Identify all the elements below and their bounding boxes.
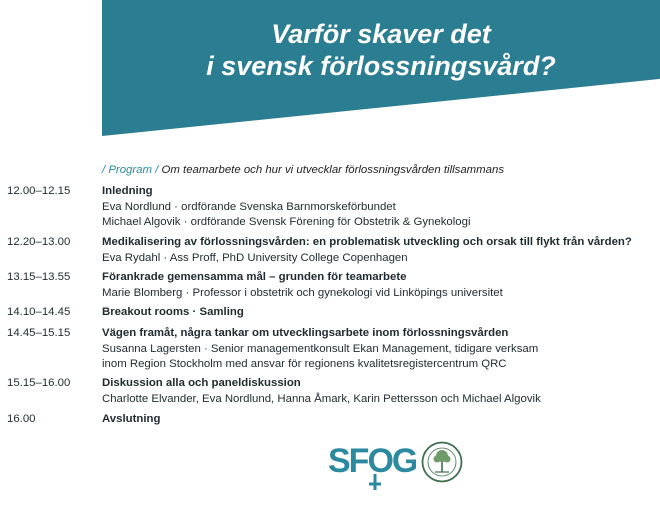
page-title [102, 18, 660, 82]
agenda-title: Avslutning [102, 413, 161, 425]
agenda-time: 12.20–13.00 [7, 236, 71, 248]
program-description: Om teamarbete och hur vi utvecklar förlossningsvården tillsammans [161, 164, 505, 176]
agenda-title: Förankrade gemensamma mål – grunden för teamarbete [102, 271, 407, 283]
agenda-title: Inledning [102, 185, 153, 197]
agenda-time: 14.10–14.45 [7, 306, 71, 318]
agenda-title: Diskussion alla och paneldiskussion [102, 377, 301, 389]
sfog-logo [326, 440, 416, 495]
agenda-title: Breakout rooms · Samling [102, 306, 244, 318]
agenda-speaker: Michael Algovik · ordförande Svensk Förening för Obstetrik & Gynekologi [102, 216, 471, 228]
title-line-2: i svensk förlossningsvård? [206, 51, 556, 81]
agenda-title: Medikalisering av förlossningsvården: en problematisk utveckling och orsak till flykt från vården? [102, 236, 632, 248]
agenda-time: 13.15–13.55 [7, 271, 71, 283]
program-label: / Program / [102, 164, 159, 176]
agenda-speaker: Susanna Lagersten · Senior managementkonsult Ekan Management, tidigare verksam [102, 342, 539, 355]
agenda-time: 14.45–15.15 [7, 327, 71, 339]
title-line-1: Varför skaver det [271, 19, 491, 49]
society-seal-icon [421, 441, 463, 483]
agenda-speaker: Eva Nordlund · ordförande Svenska Barnmorskeförbundet [102, 200, 396, 213]
sfog-logo-text: SFOG [328, 442, 416, 480]
program-subtitle [102, 164, 504, 176]
agenda-speaker: inom Region Stockholm med ansvar för regionens kvalitetsregistercentrum QRC [102, 358, 507, 370]
agenda-time: 15.15–16.00 [7, 377, 71, 389]
agenda-speaker: Marie Blomberg · Professor i obstetrik och gynekologi vid Linköpings universitet [102, 286, 503, 299]
agenda-title: Vägen framåt, några tankar om utvecklingsarbete inom förlossningsvården [102, 327, 509, 339]
agenda-speaker: Eva Rydahl · Ass Proff, PhD University College Copenhagen [102, 251, 408, 264]
agenda-time: 12.00–12.15 [7, 185, 71, 197]
agenda-speaker: Charlotte Elvander, Eva Nordlund, Hanna Åmark, Karin Pettersson och Michael Algovik [102, 392, 541, 405]
agenda-time: 16.00 [7, 413, 36, 425]
